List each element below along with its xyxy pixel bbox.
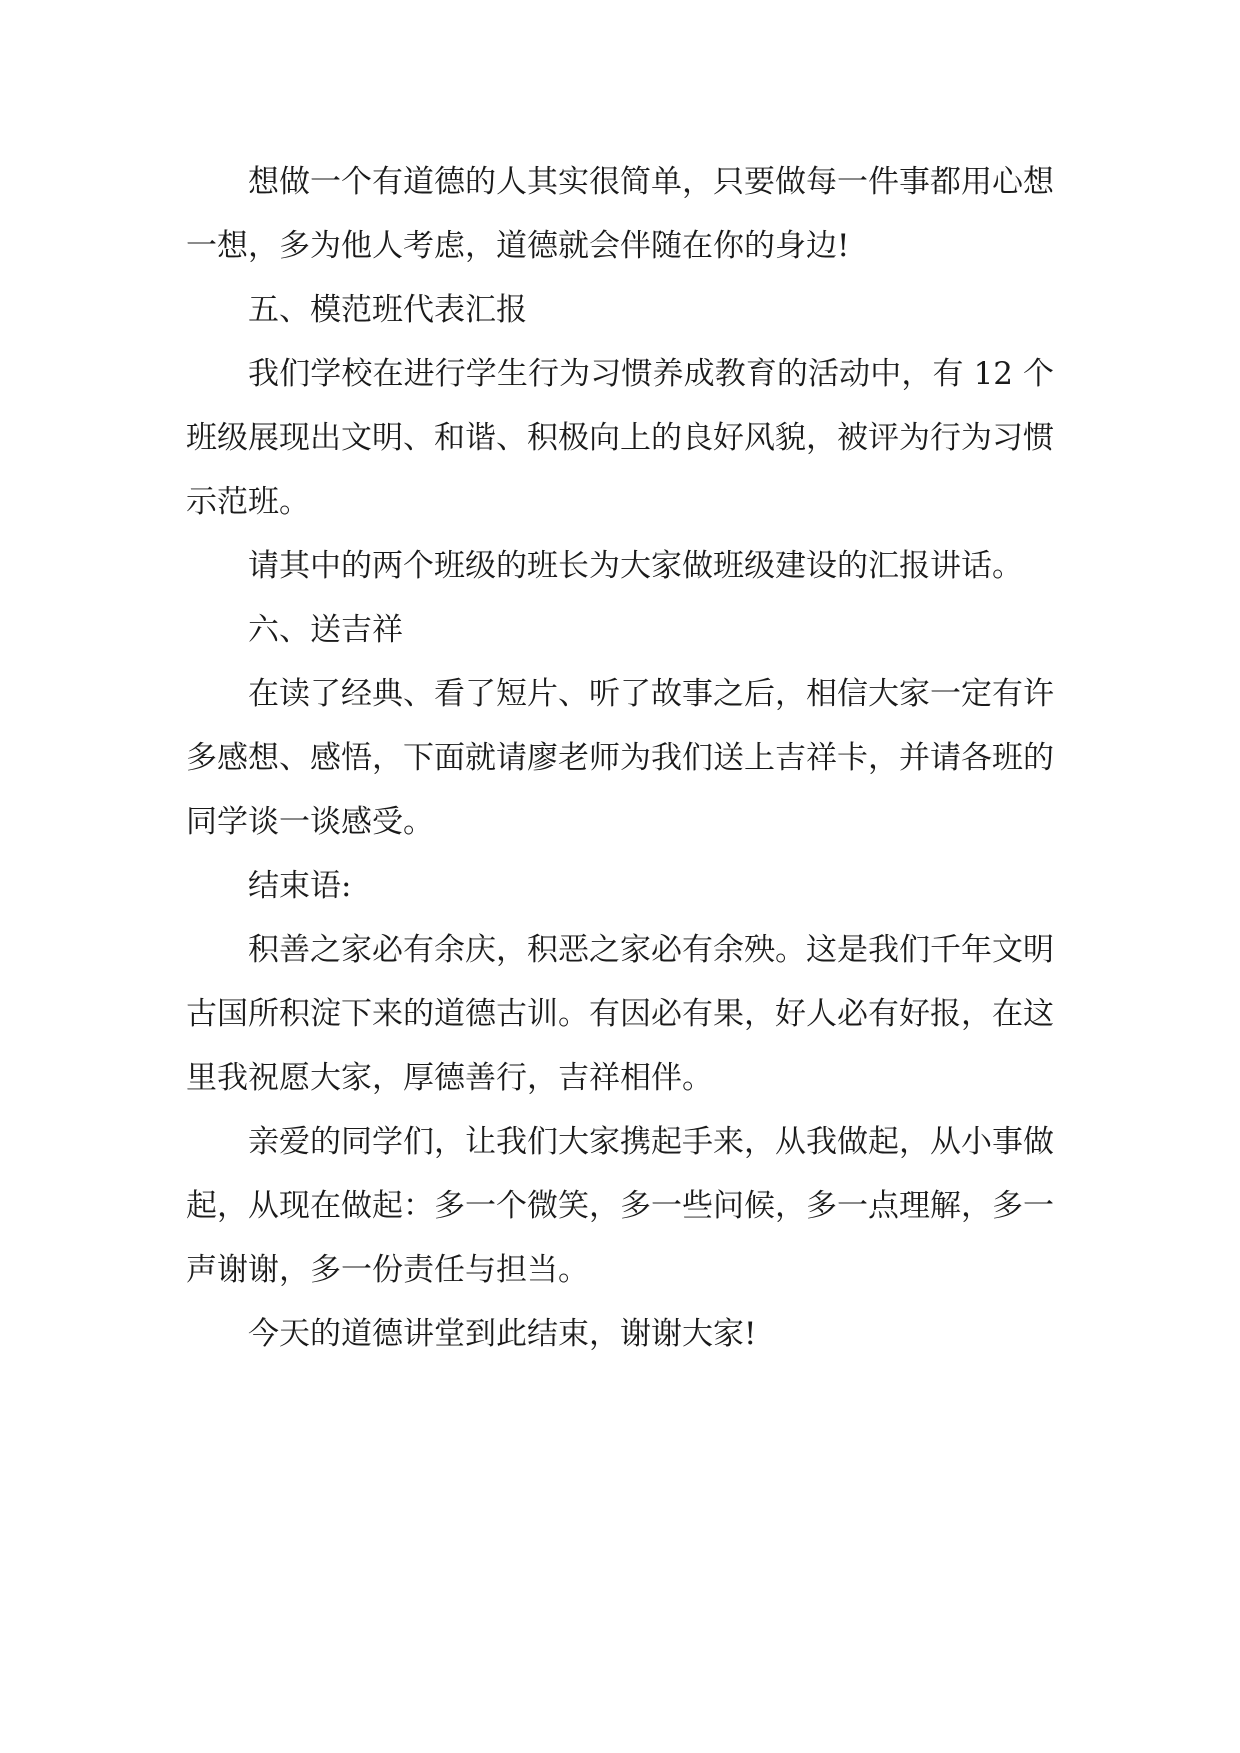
- paragraph-call-to-action: 亲爱的同学们，让我们大家携起手来，从我做起，从小事做起，从现在做起：多一个微笑，多一些问候，多一点理解，多一声谢谢，多一份责任与担当。: [186, 1124, 1054, 1288]
- paragraph-model-classes: 我们学校在进行学生行为习惯养成教育的活动中，有 12 个班级展现出文明、和谐、积极向上的良好风貌，被评为行为习惯示范班。: [186, 356, 1054, 520]
- paragraph-final-thanks: 今天的道德讲堂到此结束，谢谢大家!: [248, 1316, 757, 1352]
- paragraph-class-monitor-report: 请其中的两个班级的班长为大家做班级建设的汇报讲话。: [248, 548, 1023, 584]
- section-heading-closing-remarks: 结束语:: [248, 868, 352, 904]
- paragraph-blessing-cards: 在读了经典、看了短片、听了故事之后，相信大家一定有许多感想、感悟，下面就请廖老师为我们送上吉祥卡，并请各班的同学谈一谈感受。: [186, 676, 1054, 840]
- document-body: [186, 150, 1054, 1366]
- section-heading-send-blessings: 六、送吉祥: [248, 612, 403, 648]
- paragraph-ancient-motto: 积善之家必有余庆，积恶之家必有余殃。这是我们千年文明古国所积淀下来的道德古训。有因必有果，好人必有好报，在这里我祝愿大家，厚德善行，吉祥相伴。: [186, 932, 1054, 1096]
- paragraph-closing-moral-note: 想做一个有道德的人其实很简单，只要做每一件事都用心想一想，多为他人考虑，道德就会伴随在你的身边!: [186, 164, 1054, 264]
- section-heading-model-class-report: 五、模范班代表汇报: [248, 292, 527, 328]
